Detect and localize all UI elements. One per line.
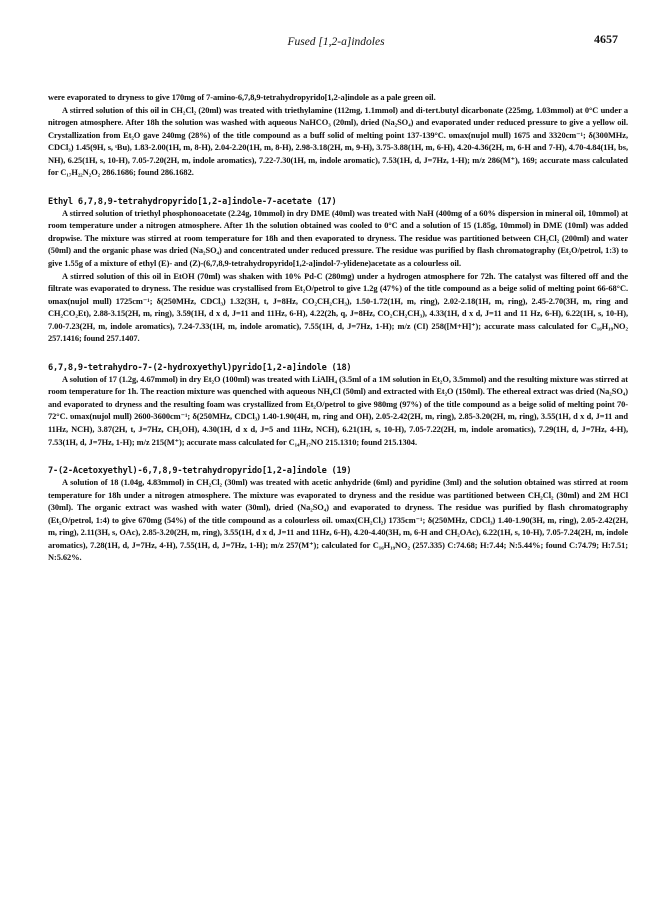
paragraph-18: A solution of 17 (1.2g, 4.67mmol) in dry Et₂O (100ml) was treated with LiAlH₄ (3.5ml of a 1M solution in Et₂O, 3.5mmol) and the resulting mixture was stirred at room temperature for 1h. The reaction mixture was quenched with aqueous NH₄Cl (50ml) and extracted with Et₂O (150ml). The ethereal extract was dried (Na₂SO₄) and evaporated to dryness and the resulting foam was crystallized from Et₂O/petrol to give 980mg (97%) of the title compound as a beige solid of melting point 70-72°C. υmax(nujol mull) 2600-3600cm⁻¹; δ(250MHz, CDCl₃) 1.40-1.90(4H, m, ring and OH), 2.05-2.42(2H, m, ring), 2.85-3.20(2H, m, ring), 3.55(1H, d x d, J=11 and 11Hz, NCH), 3.87(2H, t, J=7Hz, CH₂OH), 4.30(1H, d x d, J=5 and 11Hz, NCH), 6.21(1H, s, 10-H), 7.05-7.22(2H, m, indole aromatics), 7.29(1H, d, J=7Hz, 4-H), 7.53(1H, d, J=7Hz, 1-H); m/z 215(M⁺); accurate mass calculated for C₁₄H₁₇NO 215.1310; found 215.1304. <box>48 374 628 447</box>
paragraph-continuation: were evaporated to dryness to give 170mg of 7-amino-6,7,8,9-tetrahydropyrido[1,2-a]indole as a pale green oil. <box>48 93 436 102</box>
heading-compound-17: Ethyl 6,7,8,9-tetrahydropyrido[1,2-a]indole-7-acetate (17) <box>48 196 337 207</box>
paragraph-19: A solution of 18 (1.04g, 4.83mmol) in CH₂Cl₂ (30ml) was treated with acetic anhydride (6ml) and pyridine (3ml) and the solution obtained was stirred at room temperature for 18h under a nitrogen atmosphere. The mixture was evaporated to dryness and the residue was partitioned between CH₂Cl₂ (30ml) and 2M HCl (30ml). The organic extract was washed with water (30ml), dried (Na₂SO₄) and evaporated to dryness. The residue was purified by flash chromatography (Et₂O/petrol, 1:4) to give 670mg (54%) of the title compound as a colourless oil. υmax(CH₂Cl₂) 1735cm⁻¹; δ(250MHz, CDCl₃) 1.40-1.90(3H, m, ring), 2.05-2.42(2H, m, ring), 2.11(3H, s, OAc), 2.85-3.20(2H, m, ring), 3.55(1H, d x d, J=11 and 11Hz, 6-H), 4.20-4.40(3H, m, 6-H and CH₂OAc), 6.22(1H, s, 10-H), 7.05-7.24(2H, m, indole aromatics), 7.28(1H, d, J=7Hz, 4-H), 7.55(1H, d, J=7Hz, 1-H); m/z 257(M⁺); calculated for C₁₆H₁₉NO₂ (257.335) C:74.68; H:7.44; N:5.44%; found C:74.79; H:7.51; N:5.62%. <box>48 478 628 563</box>
page-header <box>0 32 672 52</box>
page-number: 4657 <box>594 32 618 46</box>
paragraph-17-step1: A stirred solution of triethyl phosphonoacetate (2.24g, 10mmol) in dry DME (40ml) was treated with NaH (400mg of a 60% dispersion in mineral oil, 10mmol) at room temperature under a nitrogen atmosphere. After 1h the solution obtained was cooled to 0°C and a solution of 15 (1.85g, 10mmol) in DME (10ml) was added dropwise. The mixture was stirred at room temperature for 18h and then evaporated to dryness. The residue was partitioned between CH₂Cl₂ (200ml) and water (50ml) and the organic phase was dried (Na₂SO₄) and concentrated under reduced pressure. The residue was purified by flash chromatography (Et₂O/petrol, 1:3) to give 1.55g of a mixture of ethyl (E)- and (Z)-(6,7,8,9-tetrahydropyrido[1,2-a]indol-7-ylidene)acetate as a colourless oil. <box>48 208 628 269</box>
paragraph-boc-protection: A stirred solution of this oil in CH₂Cl₂ (20ml) was treated with triethylamine (112mg, 1.1mmol) and di-tert.butyl dicarbonate (225mg, 1.03mmol) at 0°C under a nitrogen atmosphere. After 18h the solution was washed with aqueous NaHCO₃ (20ml), dried (Na₂SO₄) and evaporated under reduced pressure to give a yellow oil. Crystallization from Et₂O gave 240mg (28%) of the title compound as a buff solid of melting point 137-139°C. υmax(nujol mull) 1675 and 3320cm⁻¹; δ(300MHz, CDCl₃) 1.45(9H, s, ᵗBu), 1.83-2.00(1H, m, 8-H), 2.04-2.20(1H, m, 8-H), 2.98-3.18(2H, m, 9-H), 3.75-3.88(1H, m, 6-H), 4.20-4.36(2H, m, 6-H and 7-H), 4.70-4.84(1H, bs, NH), 6.25(1H, s, 10-H), 7.05-7.20(2H, m, indole aromatics), 7.22-7.30(1H, m, indole aromatic), 7.53(1H, d, J=7Hz, 1-H); m/z 286(M⁺), 169; accurate mass calculated for C₁₇H₂₂N₂O₂ 286.1686; found 286.1682. <box>48 105 628 178</box>
heading-compound-19: 7-(2-Acetoxyethyl)-6,7,8,9-tetrahydropyrido[1,2-a]indole (19) <box>48 466 352 477</box>
paragraph-17-step2: A stirred solution of this oil in EtOH (70ml) was shaken with 10% Pd-C (280mg) under a hydrogen atmosphere for 72h. The catalyst was filtered off and the filtrate was evaporated to dryness. The residue was crystallised from Et₂O/petrol to give 1.2g (47%) of the title compound as a beige solid of melting point 66-68°C. υmax(nujol mull) 1725cm⁻¹; δ(250MHz, CDCl₃) 1.32(3H, t, J=8Hz, CO₂CH₂CH₃), 1.50-1.72(1H, m, ring), 2.02-2.18(1H, m, ring), 2.45-2.70(3H, m, ring and CH₂CO₂Et), 2.88-3.15(2H, m, ring), 3.59(1H, d x d, J=11 and 11Hz, 6-H), 4.22(2h, q, J=8Hz, CO₂CH₂CH₃), 4.33(1H, d x d, J=11 and 11 Hz, 6-H), 6.22(1H, s, 10-H), 7.00-7.23(2H, m, indole aromatics), 7.24-7.33(1H, m, indole aromatic), 7.55(1H, d, J=7Hz, 1-H); m/z (CI) 258([M+H]⁺); accurate mass calculated for C₁₆H₁₉NO₂ 257.1416; found 257.1407. <box>48 271 628 344</box>
heading-compound-18: 6,7,8,9-tetrahydro-7-(2-hydroxyethyl)pyrido[1,2-a]indole (18) <box>48 362 352 373</box>
running-title: Fused [1,2-a]indoles <box>287 36 385 48</box>
article-body <box>48 92 628 565</box>
